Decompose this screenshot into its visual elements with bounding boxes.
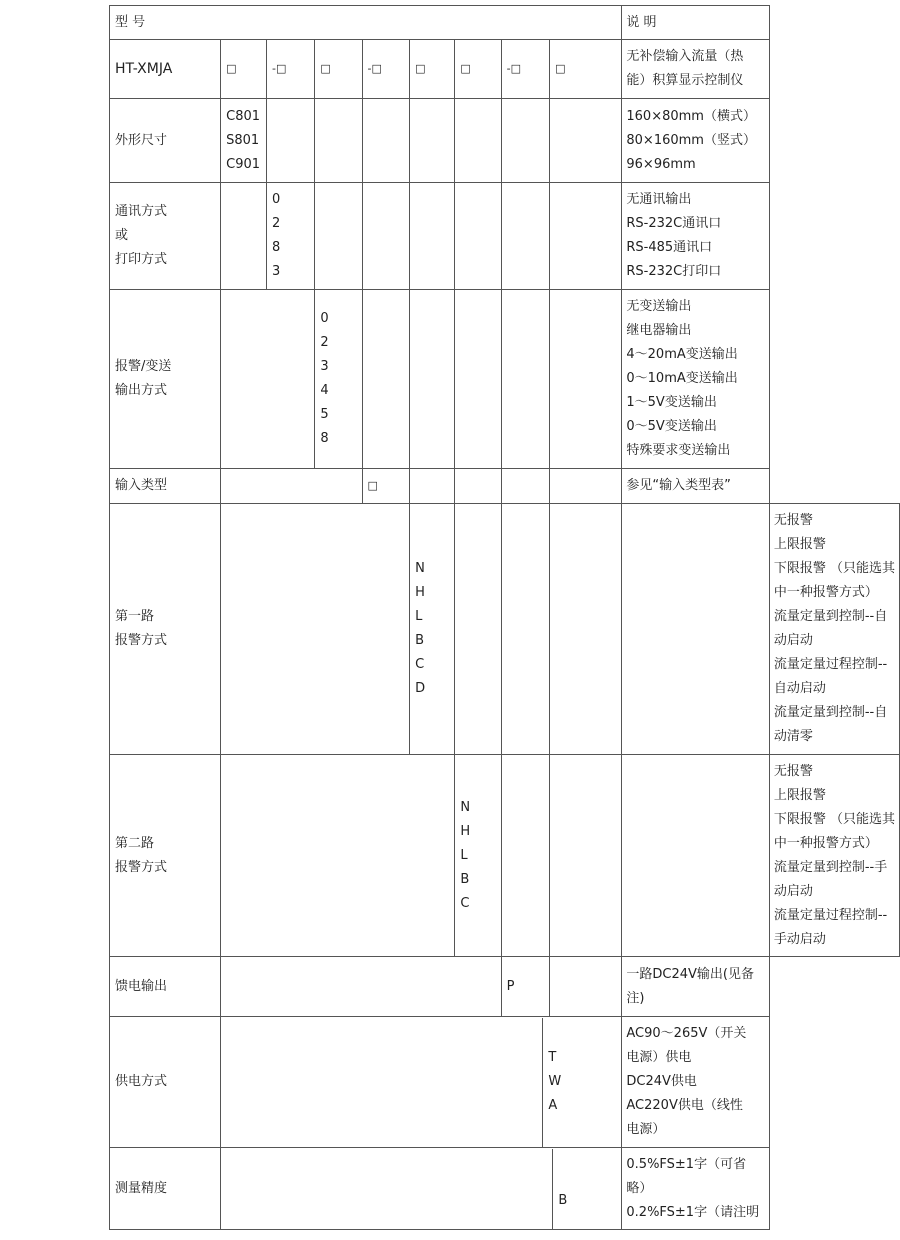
code-value: H [415,585,425,600]
desc-line: 0.5%FS±1字（可省 [626,1156,747,1172]
desc-line: 80×160mm（竖式） [626,132,756,148]
desc-line: DC24V供电 [626,1074,697,1089]
desc-line: 无变送输出 [626,299,692,314]
precision-merged-cell [221,1148,622,1230]
alarm1-row [110,504,900,755]
row-label: 报警方式 [115,633,168,648]
empty-cell [501,99,549,183]
code-value: N [460,799,471,815]
empty-cell [455,183,501,290]
row-desc-cell [622,290,769,469]
empty-cell [455,99,501,183]
row-label: 第二路 [115,835,155,851]
code-value: C901 [226,156,261,172]
row-desc-cell [622,1148,769,1230]
power-row [110,1017,900,1148]
row-label: 馈电输出 [115,978,168,994]
model-code-3: □ [315,40,362,99]
row-label: 测量精度 [115,1180,168,1196]
desc-line: 手动启动 [773,931,826,947]
code-value: B [558,1192,568,1208]
empty-cell [455,504,501,755]
code-cell: □ [362,469,410,504]
empty-cell [221,183,267,290]
row-desc-cell [622,957,769,1017]
desc-line: 动启动 [773,883,813,899]
row-desc-cell [769,504,899,755]
code-value: C801 [226,108,261,124]
empty-cell [267,99,315,183]
comm-row [110,183,900,290]
code-cell [221,99,267,183]
empty-cell [362,99,410,183]
empty-cell [550,504,622,755]
desc-line: 下限报警 （只能选其 [773,811,895,827]
empty-cell [501,290,549,469]
row-label: 打印方式 [115,252,168,267]
desc-line: 特殊要求变送输出 [626,443,731,458]
row-label-cell [110,755,221,957]
row-label: 第一路 [115,609,155,624]
desc-line: RS-232C打印口 [626,264,722,279]
code-value: B [415,633,424,648]
empty-cell [501,504,549,755]
desc-line: 无报警 [773,763,813,779]
model-code-5: □ [410,40,455,99]
code-value: L [415,609,423,624]
model-code-4: -□ [362,40,410,99]
desc-line: 96×96mm [626,156,696,172]
model-name-cell: HT-XMJA [110,40,221,99]
row-desc-cell [622,469,769,504]
model-code-8: □ [550,40,622,99]
model-code-1: □ [221,40,267,99]
empty-cell [550,469,622,504]
desc-line: 160×80mm（横式） [626,108,756,124]
row-label-cell [110,290,221,469]
desc-line: RS-485通讯口 [626,240,713,255]
code-value: 0 [320,311,329,326]
desc-line: 无报警 [773,513,813,528]
row-desc-cell [622,1017,769,1148]
empty-cell [501,755,549,957]
code-value: 5 [320,407,329,422]
desc-line: 动启动 [773,633,813,648]
desc-line: 流量定量到控制--自 [773,609,888,624]
row-label: 供电方式 [115,1074,168,1089]
code-value: 2 [320,335,329,350]
empty-cell [221,1149,553,1229]
desc-line: 中一种报警方式） [773,585,878,600]
code-value: L [460,847,468,863]
empty-cell [501,183,549,290]
row-label-cell [110,1148,221,1230]
desc-line: 继电器输出 [626,323,692,338]
empty-cell [550,957,622,1017]
empty-cell [362,183,410,290]
code-value: A [548,1098,558,1113]
code-value: C [460,895,470,911]
empty-cell [501,469,549,504]
code-value: 8 [320,431,329,446]
desc-line: 流量定量到控制--自 [773,705,888,720]
empty-cell [221,469,362,504]
empty-cell [221,755,455,957]
row-label: 报警/变送 [115,359,172,374]
code-value: D [415,681,426,696]
row-label-cell [110,469,221,504]
desc-line: 无通讯输出 [626,192,692,207]
code-cell [543,1018,621,1147]
desc-line: 略） [626,1180,653,1196]
row-label: 外形尺寸 [115,132,168,148]
desc-line: AC90～265V（开关 [626,1026,747,1041]
desc-line: 参见“输入类型表” [626,478,731,493]
precision-row [110,1148,900,1230]
feed-row [110,957,900,1017]
model-code-6: □ [455,40,501,99]
desc-line: 下限报警 （只能选其 [773,561,895,576]
code-value: 4 [320,383,329,398]
desc-line: AC220V供电（线性 [626,1098,743,1113]
empty-cell [410,99,455,183]
empty-cell [315,183,362,290]
precision-split [221,1149,621,1229]
model-row [110,40,900,99]
desc-line: 能）积算显示控制仪 [626,73,744,88]
transmit-row [110,290,900,469]
desc-line: 0～10mA变送输出 [626,371,738,386]
desc-line: 电源）供电 [626,1050,692,1065]
desc-line: 上限报警 [773,787,826,803]
desc-line: 0～5V变送输出 [626,419,717,434]
desc-line: 一路DC24V输出(见备 [626,966,754,982]
code-value: 3 [272,264,281,279]
desc-line: 1～5V变送输出 [626,395,717,410]
code-value: 2 [272,216,281,231]
empty-cell [550,183,622,290]
empty-cell [550,755,622,957]
row-label: 通讯方式 [115,204,168,219]
empty-cell [455,469,501,504]
empty-cell [315,99,362,183]
row-label-cell [110,504,221,755]
power-split [221,1018,621,1147]
alarm2-row [110,755,900,957]
input-type-row [110,469,900,504]
row-label-cell [110,99,221,183]
empty-cell [410,469,455,504]
desc-line: 无补偿输入流量（热 [626,49,744,64]
code-value: C [415,657,425,672]
empty-cell [221,1018,543,1147]
model-code-2: -□ [267,40,315,99]
desc-line: 上限报警 [773,537,826,552]
header-row [110,6,900,40]
code-cell [455,755,501,957]
empty-cell [362,290,410,469]
desc-line: 0.2%FS±1字（请注明 [626,1204,760,1220]
row-desc-cell [769,755,899,957]
code-cell [410,504,455,755]
empty-cell [221,957,502,1017]
row-desc-cell [622,183,769,290]
row-label: 输入类型 [115,478,168,493]
code-value: 0 [272,192,281,207]
desc-line: 动清零 [773,729,813,744]
desc-line: 流量定量过程控制-- [773,657,888,672]
empty-cell [550,290,622,469]
desc-line: 流量定量过程控制-- [773,907,888,923]
code-cell [315,290,362,469]
code-value: 8 [272,240,281,255]
desc-line: 流量定量到控制--手 [773,859,888,875]
desc-line: 中一种报警方式） [773,835,878,851]
empty-cell [221,290,315,469]
row-label: 报警方式 [115,859,168,875]
model-code-7: -□ [501,40,549,99]
row-label-cell [110,957,221,1017]
code-cell [553,1149,621,1229]
code-cell: P [501,957,549,1017]
empty-cell [410,183,455,290]
row-label-cell [110,1017,221,1148]
row-desc-cell [622,99,769,183]
desc-line: 电源） [626,1122,666,1137]
empty-cell [622,755,769,957]
code-value: W [548,1074,562,1089]
empty-cell [550,99,622,183]
empty-cell [410,290,455,469]
empty-cell [221,504,410,755]
code-value: H [460,823,471,839]
row-label-cell [110,183,221,290]
row-label: 或 [115,228,129,243]
code-cell [267,183,315,290]
code-value: N [415,561,425,576]
size-row [110,99,900,183]
desc-header-cell: 说 明 [622,6,769,40]
code-value: T [548,1050,557,1065]
desc-line: 自动启动 [773,681,826,696]
desc-line: 4～20mA变送输出 [626,347,738,362]
model-desc-cell [622,40,769,99]
model-header-cell: 型 号 [110,6,622,40]
model-selection-table [109,5,900,1230]
desc-line: 注) [626,990,645,1006]
power-merged-cell [221,1017,622,1148]
code-value: 3 [320,359,329,374]
desc-line: RS-232C通讯口 [626,216,722,231]
empty-cell [622,504,769,755]
empty-cell [455,290,501,469]
code-value: S801 [226,132,260,148]
code-value: B [460,871,470,887]
row-label: 输出方式 [115,383,168,398]
